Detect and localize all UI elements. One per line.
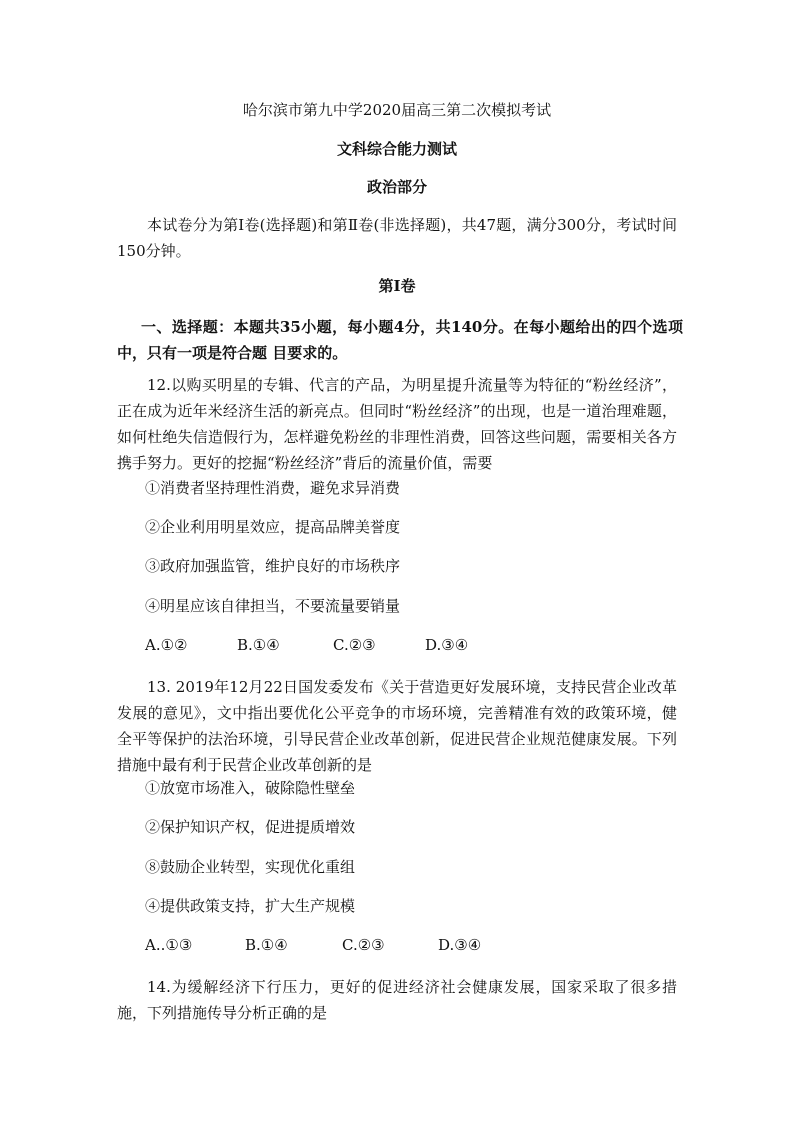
answer-b: B.①④ — [237, 636, 280, 654]
question-13-answers — [145, 935, 481, 955]
question-12-answers — [145, 635, 468, 655]
question-13-option-4: ④提供政策支持，扩大生产规模 — [145, 897, 356, 915]
question-13-option-1: ①放宽市场准入，破除隐性壁垒 — [145, 779, 356, 797]
question-14-stem: 14.为缓解经济下行压力，更好的促进经济社会健康发展，国家采取了很多措施，下列措施传导分析正确的是 — [117, 978, 677, 1022]
answer-c: C.②③ — [333, 636, 376, 654]
section-instruction: 一、选择题：本题共35小题，每小题4分，共140分。在每小题给出的四个选项中，只有一项是符合题 目要求的。 — [117, 318, 683, 362]
volume-heading: 第Ⅰ卷 — [378, 277, 416, 295]
exam-part: 政治部分 — [366, 178, 427, 196]
question-12-option-3: ③政府加强监管，维护良好的市场秩序 — [145, 557, 401, 575]
answer-b: B.①④ — [245, 936, 288, 954]
intro-paragraph: 本试卷分为第Ⅰ卷(选择题)和第Ⅱ卷(非选择题)，共47题，满分300分，考试时间150分钟。 — [117, 216, 677, 260]
question-12-option-2: ②企业利用明星效应，提高品牌美誉度 — [145, 518, 401, 536]
question-12-option-1: ①消费者坚持理性消费，避免求异消费 — [145, 479, 401, 497]
question-12-option-4: ④明星应该自律担当，不要流量要销量 — [145, 597, 401, 615]
answer-a: A.①② — [145, 636, 188, 654]
answer-d: D.③④ — [438, 936, 482, 954]
answer-a: A..①③ — [145, 936, 193, 954]
question-13-option-3: ⑧鼓励企业转型，实现优化重组 — [145, 858, 356, 876]
exam-title: 哈尔滨市第九中学2020届高三第二次模拟考试 — [242, 101, 552, 119]
question-12-stem: 12.以购买明星的专辑、代言的产品，为明星提升流量等为特征的“粉丝经济”，正在成为近年米经济生活的新亮点。但同时“粉丝经济”的出现，也是一道治理难题，如何杜绝失信造假行为，怎样避免粉丝的非理性消费，回答这些问题，需要相关各方携手努力。更好的挖掘“粉丝经济”背后的流量价值，需要 — [117, 376, 677, 472]
answer-d: D.③④ — [425, 636, 469, 654]
question-13-option-2: ②保护知识产权，促进提质增效 — [145, 818, 356, 836]
answer-c: C.②③ — [342, 936, 385, 954]
question-13-stem: 13. 2019年12月22日国发委发布《关于营造更好发展环境，支持民营企业改革发展的意见》，文中指出要优化公平竞争的市场环境，完善精准有效的政策环境，健全平等保护的法治环境，引导民营企业改革创新，促进民营企业规范健康发展。下列措施中最有利于民营企业改革创新的是 — [117, 678, 677, 774]
exam-subtitle: 文科综合能力测试 — [336, 140, 457, 158]
